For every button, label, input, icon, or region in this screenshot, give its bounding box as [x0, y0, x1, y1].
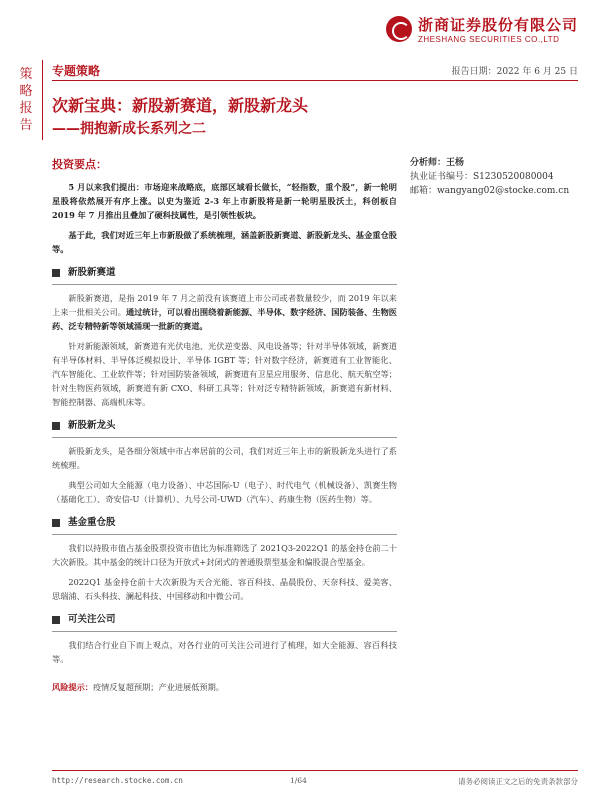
- section-para: [52, 291, 397, 333]
- section-heading: [52, 266, 397, 280]
- header-divider: [52, 80, 578, 81]
- para-bold-text: 通过统计，可以看出围绕着新能源、半导体、数字经济、国防装备、生物医药、泛专精特新等领域涌现一批新的赛道。: [52, 307, 397, 331]
- risk-text: 疫情反复超预期；产业进展低预期。: [92, 682, 224, 692]
- company-logo: [386, 14, 578, 44]
- disclaimer-note: 请务必阅读正文之后的免责条款部分: [458, 777, 578, 786]
- footer-divider: [52, 770, 578, 771]
- highlights-para-2: 基于此，我们对近三年上市新股做了系统梳理，涵盖新股新赛道、新股新龙头、基金重仓股等。: [52, 230, 397, 254]
- footer-url-link[interactable]: http://research.stocke.com.cn: [52, 776, 183, 785]
- section-heading-label: 新股新龙头: [68, 420, 116, 431]
- section-heading-label: 新股新赛道: [68, 267, 116, 278]
- section-para: 针对新能源领域，新赛道有光伏电池、光伏逆变器、风电设备等；针对半导体领域，新赛道有半导体材料、半导体泛模拟设计、半导体 IGBT 等；针对数字经济，新赛道有工业智能化、汽车智能化、工业软件等；针对国防装备领域，新赛道有卫星应用服务、信息化、航天航空等；针对生物医药领域，新赛道有新 CXO、科研工具等；针对泛专精特新领域，新赛道有新材料、智能控制器、高端机床等。: [52, 341, 397, 407]
- report-subtitle: ——拥抱新成长系列之二: [52, 121, 206, 137]
- square-bullet-icon: [52, 422, 60, 430]
- section-divider: [52, 534, 397, 535]
- highlights-para-1: 5 月以来我们提出：市场迎来战略底，底部区域看长做长，“轻指数，重个股”，新一轮明星股将依然展开有序上涨。以史为鉴近 2-3 年上市新股将是新一轮明星股沃土，科创板自 2019 年 7 月推出且叠加了硬科技属性，是引领性板块。: [52, 182, 397, 220]
- section-heading-label: 可关注公司: [68, 614, 116, 625]
- section-divider: [52, 284, 397, 285]
- section-divider: [52, 437, 397, 438]
- section-para: 我们以持股市值占基金股票投资市值比为标准筛选了 2021Q3-2022Q1 的基金持仓前二十大次新股。其中基金的统计口径为开放式+封闭式的普通股票型基金和偏股混合型基金。: [52, 543, 397, 567]
- section-para: 2022Q1 基金持仓前十大次新股为天合光能、容百科技、晶晨股份、天奈科技、爱美客、思瑞浦、石头科技、澜起科技、中国移动和中微公司。: [52, 577, 397, 601]
- section-divider: [52, 631, 397, 632]
- section-para: 新股新龙头，是各细分领域中市占率居前的公司，我们对近三年上市的新股新龙头进行了系统梳理。: [52, 446, 397, 470]
- square-bullet-icon: [52, 616, 60, 624]
- highlights-title: 投资要点：: [52, 158, 107, 171]
- company-name-cn: 浙商证券股份有限公司: [417, 16, 578, 34]
- report-date: 报告日期：2022 年 6 月 25 日: [451, 67, 578, 77]
- section-para: 典型公司如大全能源（电力设备）、中芯国际-U（电子）、时代电气（机械设备）、凯赛生物（基础化工）、奇安信-U（计算机）、九号公司-UWD（汽车）、药康生物（医药生物）等。: [52, 480, 397, 504]
- section-heading: [52, 613, 397, 627]
- section-heading: [52, 516, 397, 530]
- section-heading: [52, 419, 397, 433]
- page-number: 1/64: [290, 776, 307, 785]
- section-heading-label: 基金重仓股: [68, 517, 116, 528]
- square-bullet-icon: [52, 519, 60, 527]
- main-body: [52, 158, 397, 672]
- analyst-email[interactable]: 邮箱：wangyang02@stocke.com.cn: [410, 186, 570, 196]
- logo-text: [418, 14, 578, 44]
- square-bullet-icon: [52, 269, 60, 277]
- analyst-cert: 执业证书编号：S1230520080004: [410, 172, 554, 182]
- company-name-en: ZHESHANG SECURITIES CO.,LTD: [417, 35, 560, 44]
- side-divider: [42, 60, 43, 140]
- risk-label: 风险提示：: [52, 682, 93, 692]
- report-title: 次新宝典：新股新赛道，新股新龙头: [52, 96, 309, 115]
- logo-icon: [386, 16, 412, 42]
- doc-type: 专题策略: [52, 64, 101, 78]
- risk-notice: [52, 682, 224, 693]
- section-para: 我们结合行业自下而上观点，对各行业的可关注公司进行了梳理，如大全能源、容百科技等。: [52, 640, 397, 664]
- analyst-name: 分析师：王杨: [410, 158, 465, 168]
- side-label: 策略报告: [19, 67, 33, 133]
- analyst-info: [410, 156, 569, 198]
- para-text: 新股新赛道，是指 2019 年 7 月之前没有该赛道上市公司或者数量较少，而 2019 年以来上来一批相关公司。: [52, 293, 397, 317]
